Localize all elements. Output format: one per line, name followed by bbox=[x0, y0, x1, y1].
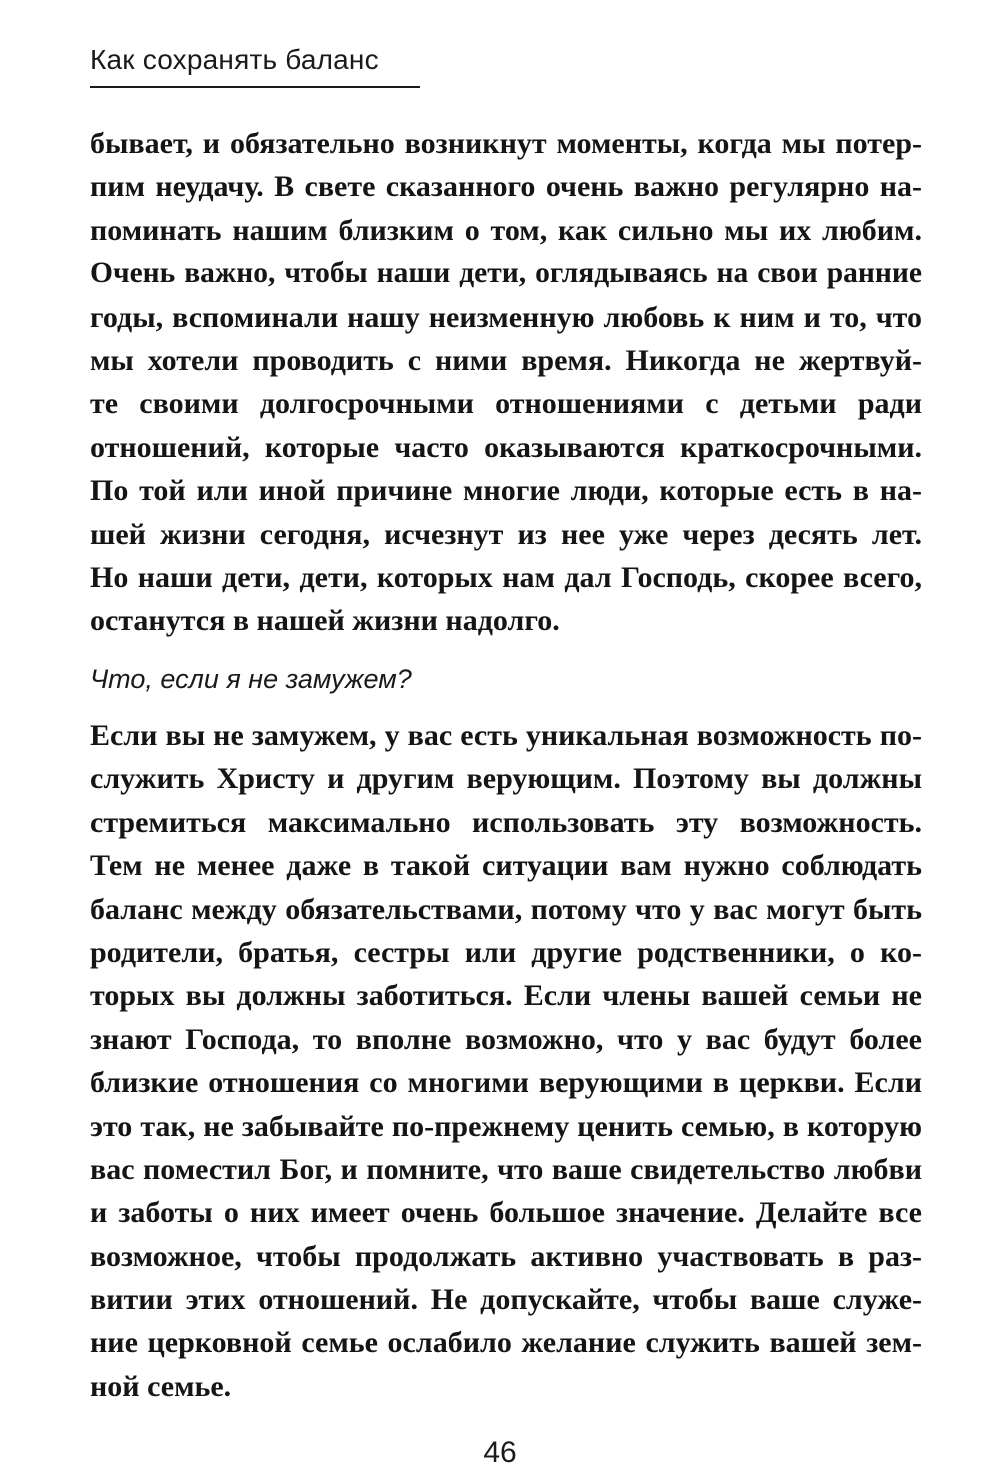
text-line: По той или иной причине многие люди, которые есть в на- bbox=[90, 474, 922, 508]
text-line: шей жизни сегодня, исчезнут из нее уже через десять лет. bbox=[90, 517, 922, 551]
text-line: мы хотели проводить с ними время. Никогда не жертвуй- bbox=[90, 343, 922, 377]
paragraph-2 bbox=[90, 714, 922, 1408]
text-line: останутся в нашей жизни надолго. bbox=[90, 604, 560, 638]
text-line: Очень важно, чтобы наши дети, оглядываясь на свои ранние bbox=[90, 257, 922, 290]
text-line: Но наши дети, дети, которых нам дал Господь, скорее всего, bbox=[90, 560, 922, 594]
text-line: те своими долгосрочными отношениями с детьми ради bbox=[90, 387, 922, 421]
text-line: Если вы не замужем, у вас есть уникальная возможность по- bbox=[90, 719, 922, 752]
text-line: близкие отношения со многими верующими в церкви. Если bbox=[90, 1066, 922, 1100]
page-number: 46 bbox=[483, 1436, 517, 1469]
text-line: и заботы о них имеет очень большое значение. Делайте все bbox=[90, 1196, 922, 1230]
text-line: вас поместил Бог, и помните, что ваше свидетельство любви bbox=[90, 1152, 922, 1186]
text-line: возможное, чтобы продолжать активно участвовать в раз- bbox=[90, 1239, 922, 1273]
text-line: бывает, и обязательно возникнут моменты, когда мы потер- bbox=[90, 127, 922, 160]
running-head: Как сохранять баланс bbox=[90, 44, 379, 75]
text-line: витии этих отношений. Не допускайте, чтобы ваше служе- bbox=[90, 1283, 922, 1317]
text-line: торых вы должны заботиться. Если члены вашей семьи не bbox=[90, 979, 922, 1013]
text-line: стремиться максимально использовать эту возможность. bbox=[90, 805, 922, 839]
text-line: годы, вспоминали нашу неизменную любовь к ним и то, что bbox=[90, 300, 922, 334]
text-line: ние церковной семье ослабило желание служить вашей зем- bbox=[90, 1326, 922, 1360]
text-line: ной семье. bbox=[90, 1369, 232, 1403]
text-line: это так, не забывайте по-прежнему ценить семью, в которую bbox=[90, 1109, 922, 1143]
text-line: знают Господа, то вполне возможно, что у вас будут более bbox=[90, 1022, 922, 1056]
text-line: поминать нашим близким о том, как сильно мы их любим. bbox=[90, 213, 922, 247]
header-rule bbox=[90, 86, 420, 88]
section-subheading: Что, если я не замужем? bbox=[90, 664, 412, 694]
paragraph-1 bbox=[90, 122, 922, 643]
text-line: пим неудачу. В свете сказанного очень важно регулярно на- bbox=[90, 170, 922, 204]
text-line: Тем не менее даже в такой ситуации вам нужно соблюдать bbox=[90, 849, 922, 883]
text-line: отношений, которые часто оказываются краткосрочными. bbox=[90, 430, 922, 464]
text-line: баланс между обязательствами, потому что у вас могут быть bbox=[90, 892, 922, 926]
text-line: родители, братья, сестры или другие родственники, о ко- bbox=[90, 935, 922, 969]
text-line: служить Христу и другим верующим. Поэтому вы должны bbox=[90, 762, 922, 796]
